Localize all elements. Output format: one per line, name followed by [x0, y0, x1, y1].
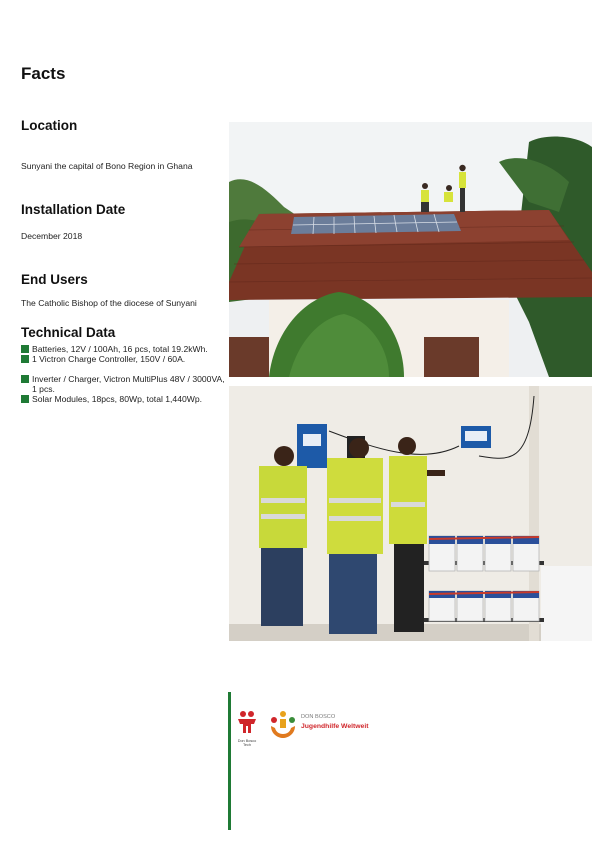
green-square-bullet-icon [21, 345, 29, 353]
technical-item-batteries [21, 344, 231, 354]
location-text: Sunyani the capital of Bono Region in Ghana [21, 161, 193, 171]
people-figures-icon [234, 710, 260, 734]
green-square-bullet-icon [21, 395, 29, 403]
technical-item-text: Inverter / Charger, Victron MultiPlus 48V / 3000VA, 1 pcs. [32, 374, 225, 394]
end-users-heading: End Users [21, 272, 88, 287]
green-square-bullet-icon [21, 355, 29, 363]
roof-solar-panels-photo [229, 122, 592, 377]
colorful-figures-icon [268, 710, 298, 740]
technical-item-inverter [21, 374, 231, 394]
technical-item-text: 1 Victron Charge Controller, 150V / 60A. [32, 354, 186, 364]
installation-team-photo [229, 386, 592, 641]
page-title: Facts [21, 64, 66, 83]
location-heading: Location [21, 118, 78, 133]
technical-item-solar-modules [21, 394, 231, 404]
end-users-text: The Catholic Bishop of the diocese of Sunyani [21, 298, 197, 308]
installation-date-heading: Installation Date [21, 202, 126, 217]
installation-date-text: December 2018 [21, 231, 83, 241]
technical-item-text: Solar Modules, 18pcs, 80Wp, total 1,440Wp. [32, 394, 203, 404]
don-bosco-tech-logo [234, 710, 260, 746]
technical-item-charge-controller [21, 354, 231, 364]
don-bosco-tech-caption: Don Bosco Tech [237, 739, 257, 747]
djw-line1: DON BOSCO [301, 714, 336, 720]
green-square-bullet-icon [21, 375, 29, 383]
footer-divider-line [228, 692, 231, 830]
djw-line2: Jugendhilfe Weltweit [301, 723, 369, 730]
technical-data-list [21, 344, 231, 404]
technical-data-heading: Technical Data [21, 325, 116, 340]
technical-item-text: Batteries, 12V / 100Ah, 16 pcs, total 19.2kWh. [32, 344, 208, 354]
